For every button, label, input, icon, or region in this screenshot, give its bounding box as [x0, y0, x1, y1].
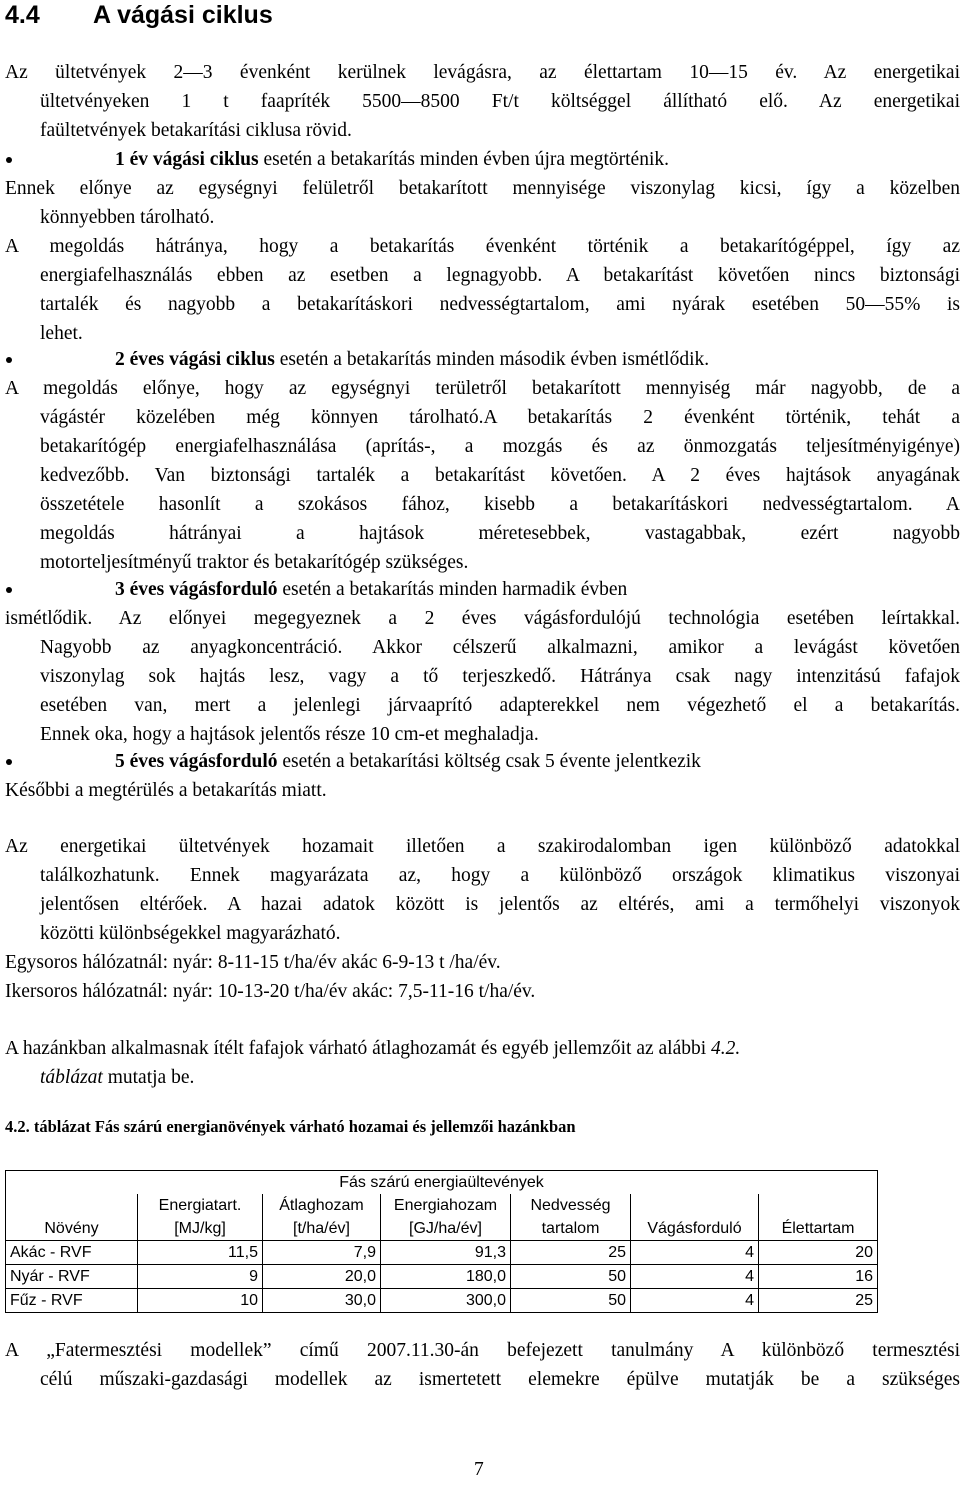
b1-p2-line-3: tartalék és nagyobb a betakarításkori nedvességtartalom, ami nyárak esetében 50—55% is: [40, 294, 960, 315]
section-title: A vágási ciklus: [93, 1, 273, 29]
intro-line-1: Az ültetvények 2—3 évenként kerülnek levágásra, az élettartam 10—15 év. Az energetikai: [5, 62, 960, 83]
b3-line-1: ismétlődik. Az előnyei megegyeznek a 2 éves vágásfordulójú technológia esetében leírtakkal.: [5, 608, 960, 629]
yield-single-row: Egysoros hálózatnál: nyár: 8-11-15 t/ha/év akác 6-9-13 t /ha/év.: [5, 952, 501, 973]
table-cell: 11,5: [138, 1241, 263, 1265]
b2-line-6: megoldás hátrányai a hajtások méretesebbek, vastagabbak, ezért nagyobb: [40, 523, 960, 544]
table-cell: 30,0: [263, 1289, 381, 1313]
b3-line-5: Ennek oka, hogy a hajtások jelentős része 10 cm-et meghaladja.: [40, 724, 539, 745]
table-cell: Akác - RVF: [6, 1241, 138, 1265]
table-cell: 16: [759, 1265, 878, 1289]
table-cell: 91,3: [381, 1241, 511, 1265]
header-cell: [t/ha/év]: [263, 1217, 381, 1241]
header-cell: Növény: [6, 1217, 138, 1241]
yield-line-2: találkozhatunk. Ennek magyarázata az, hogy a különböző országok klimatikus viszonyai: [40, 865, 960, 886]
bullet-2-rest: esetén a betakarítás minden második évben ismétlődik.: [274, 349, 710, 370]
b1-p1-line-2: könnyebben tárolható.: [40, 207, 215, 228]
header-cell: Nedvesség: [511, 1194, 631, 1217]
table-cell: 25: [759, 1289, 878, 1313]
table-cell: 4: [631, 1241, 759, 1265]
footer-line-2: célú műszaki-gazdasági modellek az ismertetett elemekre épülve mutatják be a szükséges: [40, 1369, 960, 1390]
table-cell: 25: [511, 1241, 631, 1265]
b1-p2-line-1: A megoldás hátránya, hogy a betakarítás évenként történik a betakarítógéppel, így az: [5, 236, 960, 257]
table-cell: 50: [511, 1289, 631, 1313]
ref-line-1-text: A hazánkban alkalmasnak ítélt fafajok várható átlaghozamát és egyéb jellemzőit az alábbi: [5, 1038, 712, 1059]
bullet-1-text: [115, 145, 669, 174]
bullet-3-text: [115, 575, 627, 604]
yield-line-4: közötti különbségekkel magyarázható.: [40, 923, 341, 944]
header-cell: Energiatart.: [138, 1194, 263, 1217]
yield-line-1: Az energetikai ültetvények hozamait illetően a szakirodalomban igen különböző adatokkal: [5, 836, 960, 857]
b1-p1-line-1: Ennek előnye az egységnyi felületről betakarított mennyisége viszonylag kicsi, így a közelben: [5, 178, 960, 199]
b2-line-5: összetétele hasonlít a szokásos fához, kisebb a betakarításkori nedvességtartalom. A: [40, 494, 960, 515]
header-cell: [759, 1194, 878, 1217]
table-cell: 20: [759, 1241, 878, 1265]
ref-table-number: 4.2.: [711, 1038, 741, 1059]
bullet-1-rest: esetén a betakarítás minden évben újra megtörténik.: [258, 149, 669, 170]
bullet-2-text: [115, 345, 709, 374]
header-cell: Átlaghozam: [263, 1194, 381, 1217]
yield-twin-row: Ikersoros hálózatnál: nyár: 10-13-20 t/ha/év akác: 7,5-11-16 t/ha/év.: [5, 981, 536, 1002]
b3-line-4: esetében van, mert a jelenlegi járvaaprító adapterekkel nem végezhető el a betakarítás.: [40, 695, 960, 716]
table-cell: 20,0: [263, 1265, 381, 1289]
header-cell: Élettartam: [759, 1217, 878, 1241]
table-cell: 9: [138, 1265, 263, 1289]
header-cell: Vágásforduló: [631, 1217, 759, 1241]
bullet-4-bold: 5 éves vágásforduló: [115, 751, 278, 772]
bullet-1-marker: [6, 157, 12, 163]
bullet-4-text: [115, 747, 701, 776]
b2-line-4: kedvezőbb. Van biztonsági tartalék a betakarítást követően. A 2 éves hajtások anyagának: [40, 465, 960, 486]
table-title: Fás szárú energiaültevények: [6, 1171, 878, 1195]
ref-table-word: táblázat: [40, 1067, 103, 1088]
table-row: [6, 1265, 878, 1289]
b3-line-3: viszonylag sok hajtás lesz, vagy a tő terjeszkedő. Hátránya csak nagy intenzitású fafajok: [40, 666, 960, 687]
header-cell: [GJ/ha/év]: [381, 1217, 511, 1241]
bullet-2-bold: 2 éves vágási ciklus: [115, 349, 275, 370]
bullet-4-marker: [6, 759, 12, 765]
b4-line-1: Későbbi a megtérülés a betakarítás miatt.: [5, 780, 327, 801]
table-cell: 180,0: [381, 1265, 511, 1289]
bullet-3-rest: esetén a betakarítás minden harmadik évben: [277, 579, 628, 600]
header-cell: [MJ/kg]: [138, 1217, 263, 1241]
table-title-row: [6, 1171, 878, 1195]
table-cell: 4: [631, 1265, 759, 1289]
section-number: 4.4: [5, 1, 40, 29]
table-cell: 7,9: [263, 1241, 381, 1265]
section-heading: [5, 0, 273, 30]
table-cell: 10: [138, 1289, 263, 1313]
b2-line-3: betakarítógép energiafelhasználása (aprítás-, a mozgás és az önmozgatás teljesítményigénye): [40, 436, 960, 457]
bullet-3-marker: [6, 587, 12, 593]
intro-line-3: faültetvények betakarítási ciklusa rövid.: [40, 120, 352, 141]
ref-line-2: [40, 1063, 194, 1092]
ref-line-2-text: mutatja be.: [102, 1067, 195, 1088]
bullet-1-bold: 1 év vágási ciklus: [115, 149, 259, 170]
yield-line-3: jelentősen eltérőek. A hazai adatok között is jelentős az eltérés, ami a termőhelyi viszonyok: [40, 894, 960, 915]
table-cell: Nyár - RVF: [6, 1265, 138, 1289]
table-caption: 4.2. táblázat Fás szárú energianövények várható hozamai és jellemzői hazánkban: [5, 1117, 576, 1136]
b2-line-7: motorteljesítményű traktor és betakarítógép szükséges.: [40, 552, 469, 573]
ref-line-1: [5, 1034, 740, 1063]
table-row: [6, 1289, 878, 1313]
table-cell: 300,0: [381, 1289, 511, 1313]
table-header-row-1: [6, 1194, 878, 1217]
header-cell: [631, 1194, 759, 1217]
intro-line-2: ültetvényeken 1 t faapríték 5500—8500 Ft/t költséggel állítható elő. Az energetikai: [40, 91, 960, 112]
table-cell: Fűz - RVF: [6, 1289, 138, 1313]
table-cell: 50: [511, 1265, 631, 1289]
b3-line-2: Nagyobb az anyagkoncentráció. Akkor célszerű alkalmazni, amikor a levágást követően: [40, 637, 960, 658]
bullet-4-rest: esetén a betakarítási költség csak 5 évente jelentkezik: [277, 751, 701, 772]
header-cell: Energiahozam: [381, 1194, 511, 1217]
header-cell: tartalom: [511, 1217, 631, 1241]
footer-line-1: A „Fatermesztési modellek” című 2007.11.30-án befejezett tanulmány A különböző termesztési: [5, 1340, 960, 1361]
data-table: [5, 1170, 877, 1333]
b2-line-1: A megoldás előnye, hogy az egységnyi területről betakarított mennyiség már nagyobb, de a: [5, 378, 960, 399]
header-cell: [6, 1194, 138, 1217]
b1-p2-line-4: lehet.: [40, 323, 83, 344]
b2-line-2: vágástér közelében még könnyen tárolható.A betakarítás 2 évenként történik, tehát a: [40, 407, 960, 428]
table-row: [6, 1241, 878, 1265]
bullet-2-marker: [6, 357, 12, 363]
b1-p2-line-2: energiafelhasználás ebben az esetben a legnagyobb. A betakarítást követően nincs biztonsági: [40, 265, 960, 286]
table-cell: 4: [631, 1289, 759, 1313]
page-number: 7: [474, 1459, 484, 1480]
table-header-row-2: [6, 1217, 878, 1241]
bullet-3-bold: 3 éves vágásforduló: [115, 579, 278, 600]
